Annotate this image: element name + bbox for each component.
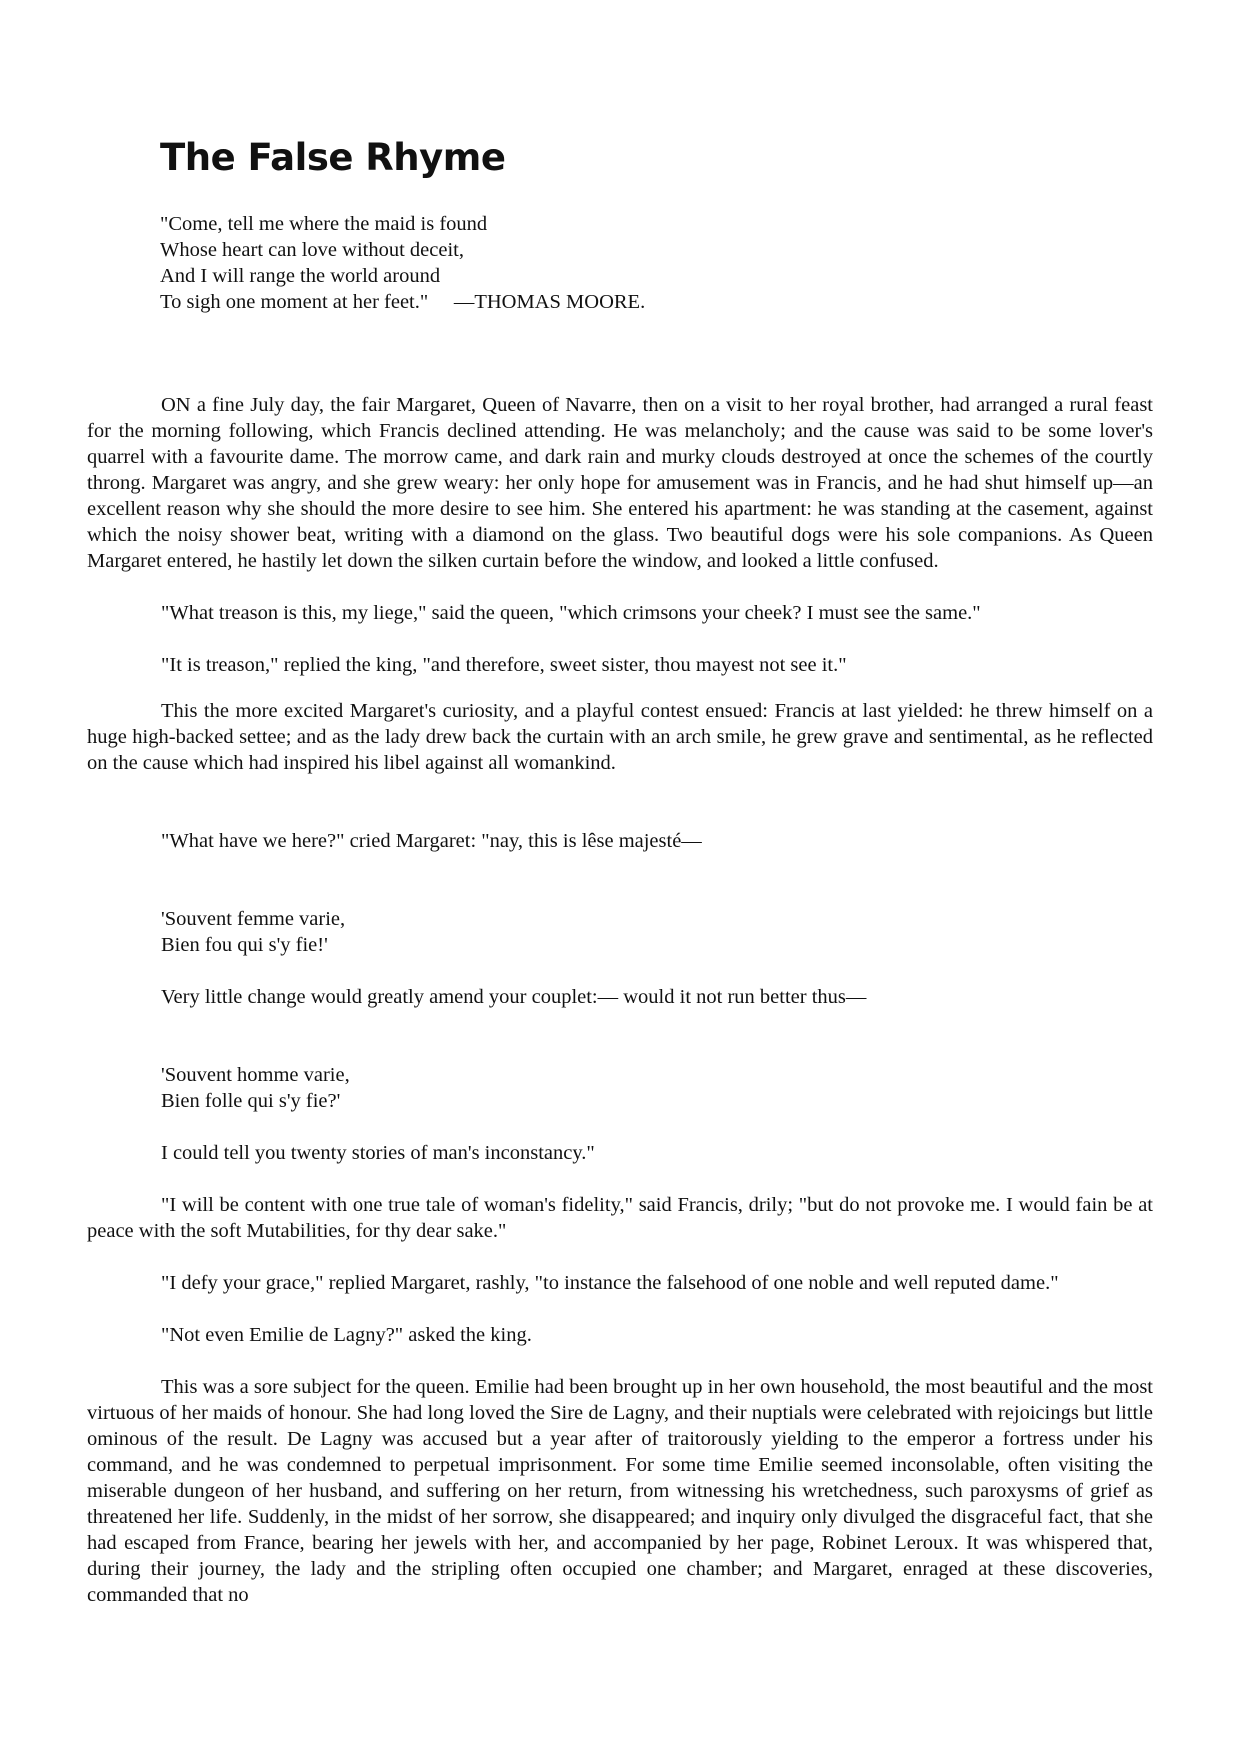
document-body (87, 392, 1153, 1634)
document-title: The False Rhyme (160, 136, 506, 179)
paragraph: "Not even Emilie de Lagny?" asked the king. (161, 1324, 532, 1346)
verse (161, 1062, 1153, 1114)
verse-line: 'Souvent homme varie, (161, 1064, 350, 1086)
paragraph: ON a fine July day, the fair Margaret, Queen of Navarre, then on a visit to her royal brother, had arranged a rural feast for the morning following, which Francis declined attending. He was melancholy; and the cause was said to be some lover's quarrel with a favourite dame. The morrow came, and dark rain and murky clouds destroyed at once the schemes of the courtly throng. Margaret was angry, and she grew weary: her only hope for amusement was in Francis, and he had shut himself up—an excellent reason why she should the more desire to see him. She entered his apartment: he was standing at the casement, against which the noisy shower beat, writing with a diamond on the glass. Two beautiful dogs were his sole companions. As Queen Margaret entered, he hastily let down the silken curtain before the window, and looked a little confused. (87, 394, 1153, 572)
paragraph: This was a sore subject for the queen. Emilie had been brought up in her own household, the most beautiful and the most virtuous of her maids of honour. She had long loved the Sire de Lagny, and their nuptials were celebrated with rejoicings but little ominous of the result. De Lagny was accused but a year after of traitorously yielding to the emperor a fortress under his command, and he was condemned to perpetual imprisonment. For some time Emilie seemed inconsolable, often visiting the miserable dungeon of her husband, and suffering on her return, from witnessing his wretchedness, such paroxysms of grief as threatened her life. Suddenly, in the midst of her sorrow, she disappeared; and inquiry only divulged the disgraceful fact, that she had escaped from France, bearing her jewels with her, and accompanied by her page, Robinet Leroux. It was whispered that, during their journey, the lady and the stripling often occupied one chamber; and Margaret, enraged at these discoveries, commanded that no (87, 1376, 1153, 1606)
paragraph: "I will be content with one true tale of woman's fidelity," said Francis, drily; "but do not provoke me. I would fain be at peace with the soft Mutabilities, for thy dear sake." (87, 1194, 1153, 1242)
epigraph-line: To sigh one moment at her feet." (160, 291, 429, 313)
verse-line: Bien folle qui s'y fie?' (161, 1090, 341, 1112)
paragraph: Very little change would greatly amend your couplet:— would it not run better thus— (161, 986, 867, 1008)
epigraph-line: Whose heart can love without deceit, (160, 239, 464, 261)
epigraph-last-line (160, 289, 1060, 315)
epigraph (160, 211, 1060, 315)
verse-line: 'Souvent femme varie, (161, 908, 346, 930)
paragraph: "What treason is this, my liege," said the queen, "which crimsons your cheek? I must see the same." (161, 602, 981, 624)
epigraph-line: And I will range the world around (160, 265, 441, 287)
epigraph-line: "Come, tell me where the maid is found (160, 213, 488, 235)
paragraph: "I defy your grace," replied Margaret, rashly, "to instance the falsehood of one noble and well reputed dame." (161, 1272, 1059, 1294)
paragraph: I could tell you twenty stories of man's inconstancy." (161, 1142, 595, 1164)
epigraph-attribution: —THOMAS MOORE. (453, 291, 646, 313)
verse-line: Bien fou qui s'y fie!' (161, 934, 328, 956)
paragraph: "It is treason," replied the king, "and therefore, sweet sister, thou mayest not see it." (161, 654, 847, 676)
verse (161, 906, 1153, 958)
paragraph: "What have we here?" cried Margaret: "nay, this is lêse majesté— (161, 830, 702, 852)
paragraph: This the more excited Margaret's curiosity, and a playful contest ensued: Francis at last yielded: he threw himself on a huge high-backed settee; and as the lady drew back the curtain with an arch smile, he grew grave and sentimental, as he reflected on the cause which had inspired his libel against all womankind. (87, 700, 1153, 774)
